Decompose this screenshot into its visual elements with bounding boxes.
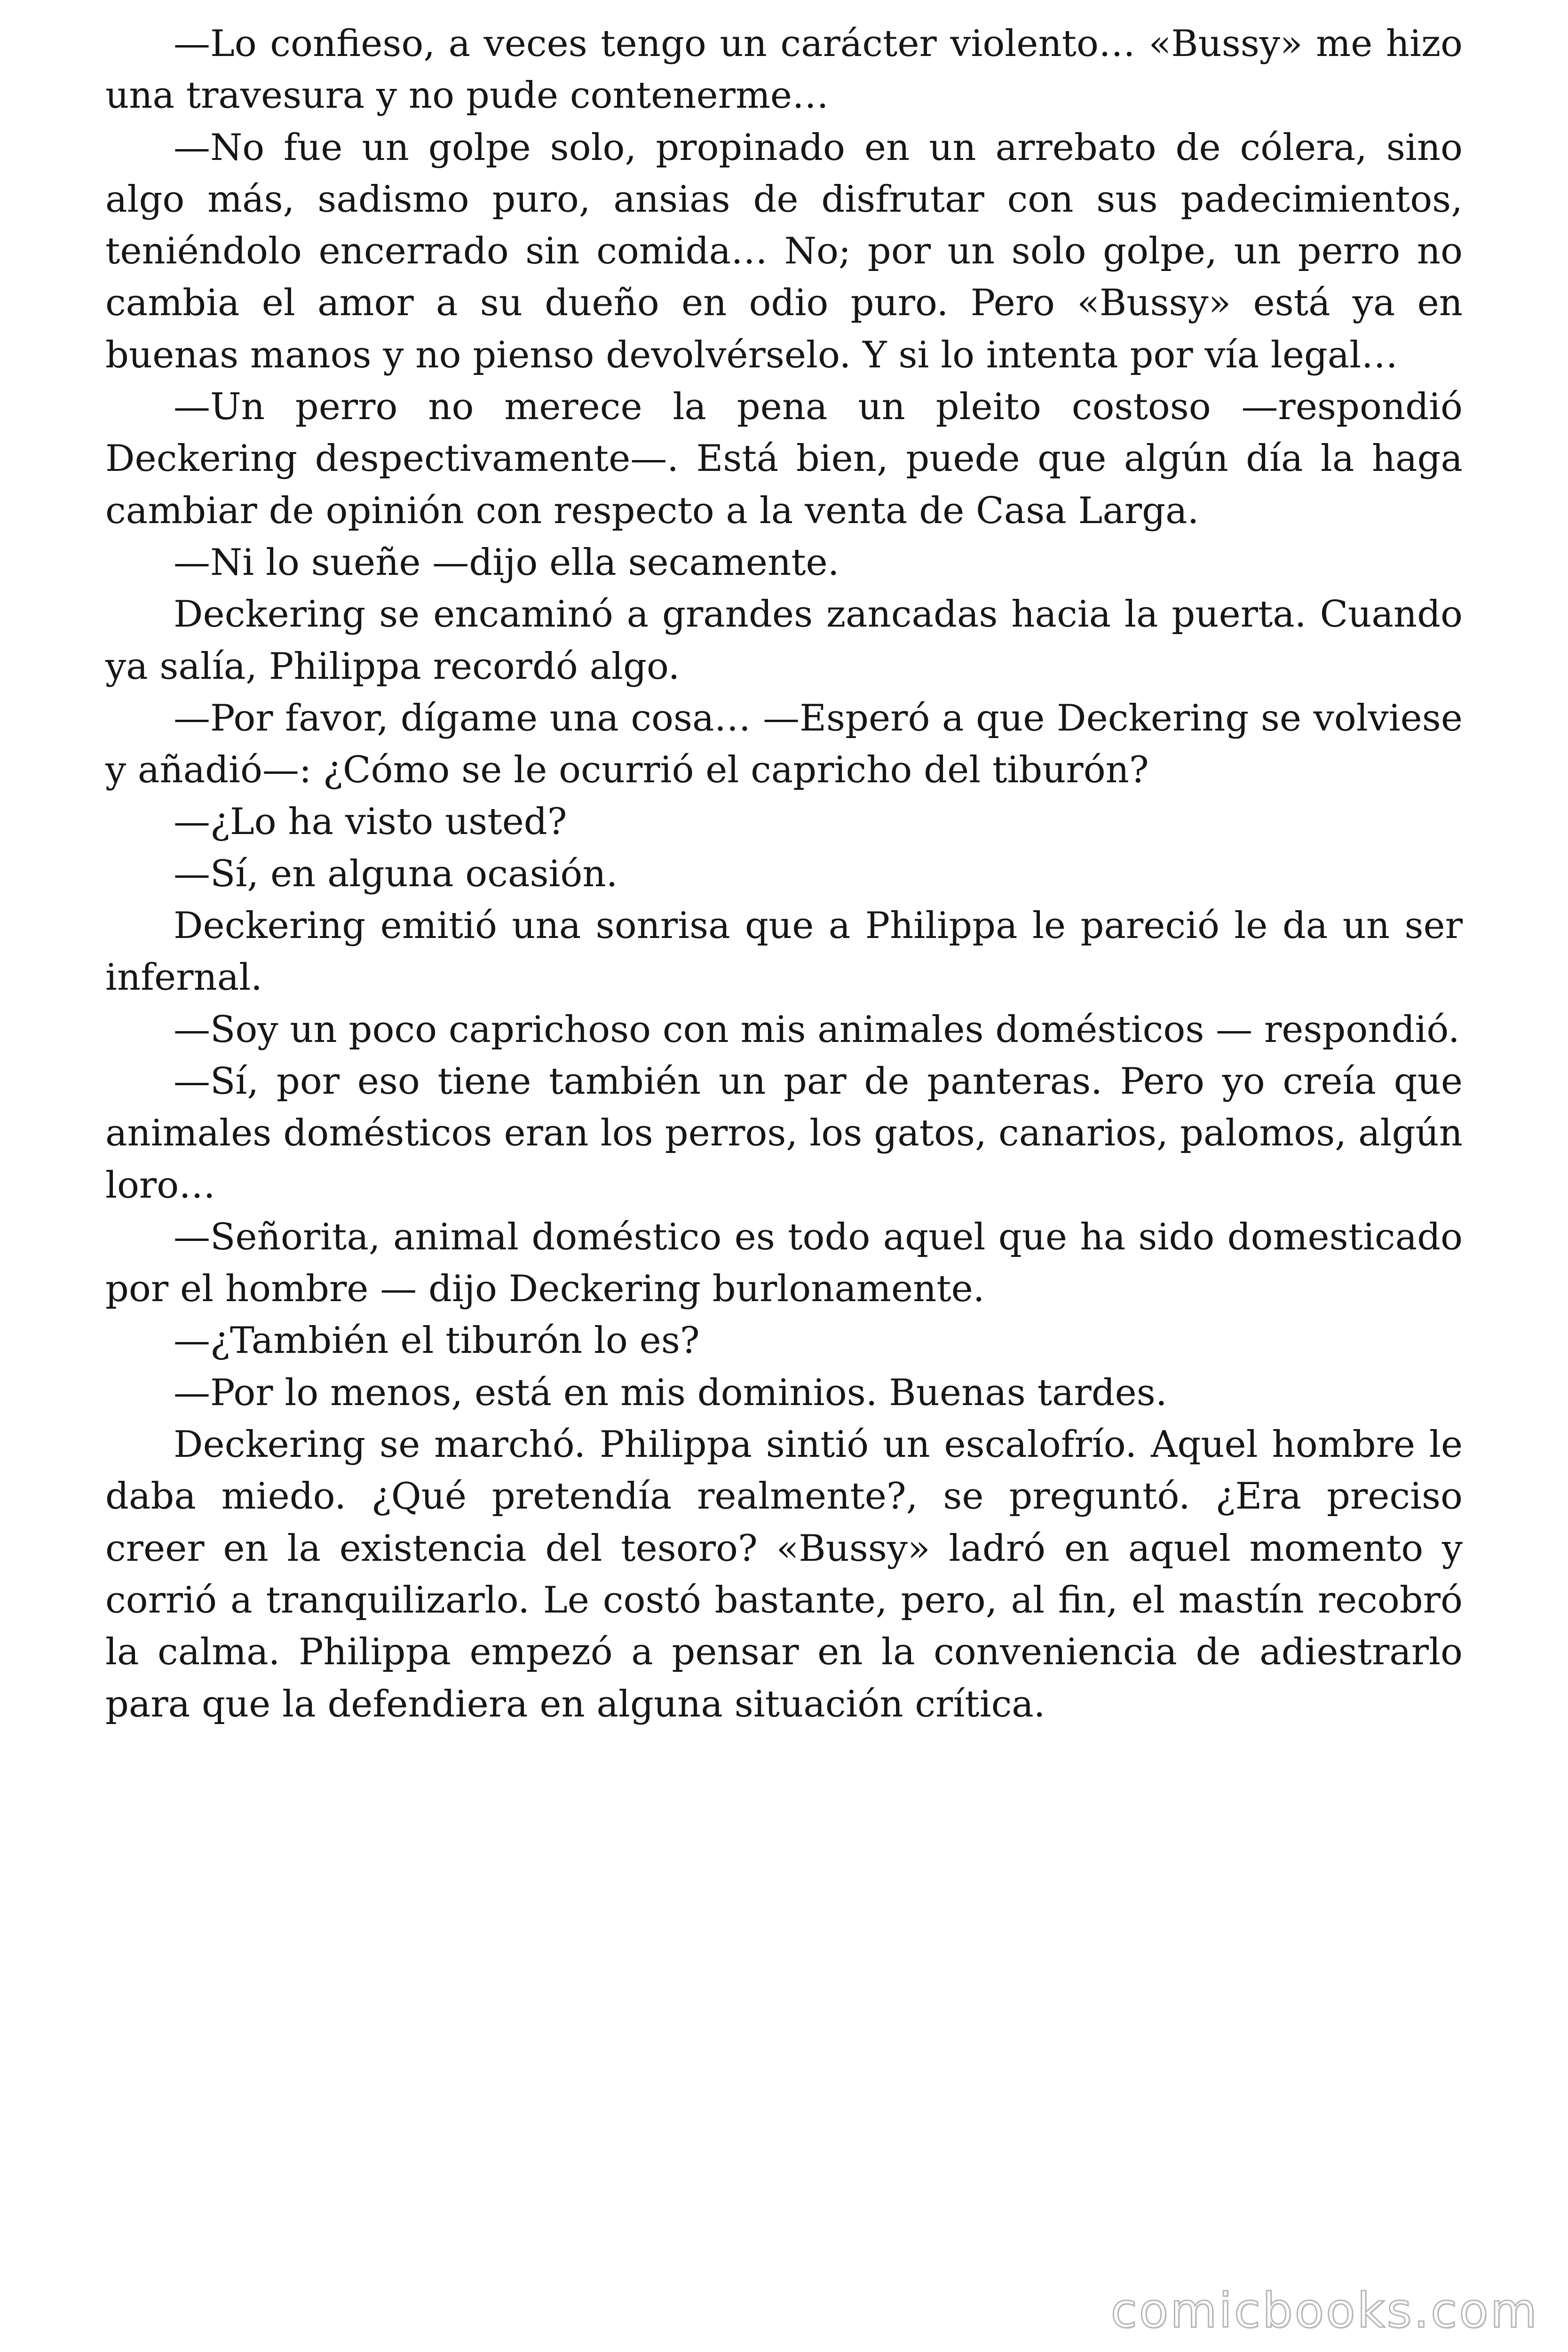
paragraph: —Por lo menos, está en mis dominios. Buenas tardes. xyxy=(174,1371,1167,1414)
paragraph: —Lo confieso, a veces tengo un carácter violento… «Bussy» me hizo una travesura y no pude contenerme… xyxy=(105,23,1463,117)
body-text xyxy=(105,18,1463,1730)
paragraph: —Sí, por eso tiene también un par de panteras. Pero yo creía que animales domésticos eran los perros, los gatos, canarios, palomos, algún loro… xyxy=(105,1060,1463,1207)
paragraph: Deckering se marchó. Philippa sintió un escalofrío. Aquel hombre le daba miedo. ¿Qué pretendía realmente?, se preguntó. ¿Era preciso creer en la existencia del tesoro? «Bussy» ladró en aquel momento y corrió a tranquilizarlo. Le costó bastante, pero, al fin, el mastín recobró la calma. Philippa empezó a pensar en la conveniencia de adiestrarlo para que la defendiera en alguna situación crítica. xyxy=(105,1423,1463,1725)
watermark: comicbooks.com xyxy=(1110,2283,1539,2339)
paragraph: —Sí, en alguna ocasión. xyxy=(174,852,618,895)
paragraph: —Por favor, dígame una cosa… —Esperó a que Deckering se volviese y añadió—: ¿Cómo se le ocurrió el capricho del tiburón? xyxy=(105,697,1463,792)
paragraph: Deckering se encaminó a grandes zancadas hacia la puerta. Cuando ya salía, Philippa recordó algo. xyxy=(105,593,1463,688)
paragraph: —¿También el tiburón lo es? xyxy=(174,1319,700,1362)
paragraph: Deckering emitió una sonrisa que a Philippa le pareció le da un ser infernal. xyxy=(105,905,1463,999)
paragraph: —No fue un golpe solo, propinado en un arrebato de cólera, sino algo más, sadismo puro, ansias de disfrutar con sus padecimientos, teniéndolo encerrado sin comida… No; por un solo golpe, un perro no cambia el amor a su dueño en odio puro. Pero «Bussy» está ya en buenas manos y no pienso devolvérselo. Y si lo intenta por vía legal… xyxy=(105,126,1463,376)
paragraph: —Soy un poco caprichoso con mis animales domésticos — respondió. xyxy=(174,1008,1460,1051)
paragraph: —Ni lo sueñe —dijo ella secamente. xyxy=(174,541,839,584)
paragraph: —¿Lo ha visto usted? xyxy=(174,801,567,843)
paragraph: —Señorita, animal doméstico es todo aquel que ha sido domesticado por el hombre — dijo Deckering burlonamente. xyxy=(105,1216,1463,1311)
paragraph: —Un perro no merece la pena un pleito costoso —respondió Deckering despectivamente—. Está bien, puede que algún día la haga cambiar de opinión con respecto a la venta de Casa Larga. xyxy=(105,386,1463,532)
